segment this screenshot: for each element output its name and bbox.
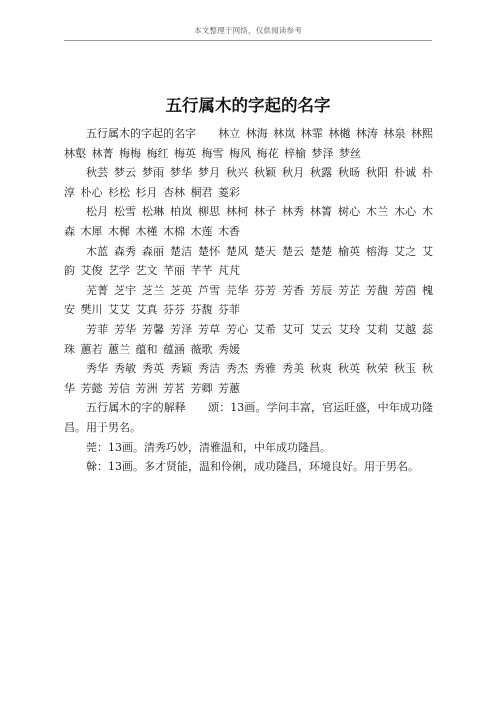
name-list-paragraph: 松月 松雪 松琳 柏岚 柳思 林柯 林子 林秀 林箐 树心 木兰 木心 木森 木犀 木樨 木槿 木棉 木莲 木香 (64, 205, 433, 238)
name-list-paragraph: 秋芸 梦云 梦雨 梦华 梦月 秋兴 秋颖 秋月 秋露 秋旸 秋阳 朴诚 朴淳 朴心 杉松 杉月 杏林 桐君 菱彩 (64, 166, 433, 199)
name-list-paragraph: 芜菁 芝宇 芝兰 芝英 芦雪 芫华 芬芳 芳香 芳辰 芳芷 芳馥 芳茵 槐安 樊川 艾艾 艾真 芬芬 芬馥 芬菲 (64, 283, 433, 317)
explanation-paragraph: 莞：13画。清秀巧妙，清雅温和，中年成功隆昌。 (86, 440, 331, 454)
name-list-paragraph: 秀华 秀敏 秀英 秀颖 秀洁 秀杰 秀雅 秀美 秋爽 秋英 秋荣 秋玉 秋华 芳懿 芳信 芳洲 芳茗 芳卿 芳蕙 (64, 362, 433, 395)
document-body (64, 124, 433, 477)
header-divider (64, 40, 432, 41)
explanation-paragraph: 五行属木的字的解释 颂：13画。学问丰富，官运旺盛，中年成功隆昌。用于男名。 (64, 401, 433, 434)
name-list-paragraph: 五行属木的字起的名字 林立 林海 林岚 林霏 林樾 林涛 林泉 林熙 林壑 林菁 梅梅 梅红 梅英 梅雪 梅风 梅花 梓榆 梦泽 梦丝 (64, 127, 433, 160)
name-list-paragraph: 木蓝 森秀 森丽 楚洁 楚怀 楚风 楚天 楚云 楚楚 榆英 榕海 艾之 艾韵 艾俊 艺学 艺文 芊丽 芊芊 芃芃 (64, 244, 433, 278)
explanation-paragraph: 榦：13画。多才贤能，温和伶俐，成功隆昌，环境良好。用于男名。 (86, 460, 419, 474)
document-title: 五行属木的字起的名字 (165, 96, 331, 116)
page-header-note: 本文整理于网络，仅供阅读参考 (194, 26, 302, 35)
name-list-paragraph: 芳菲 芳华 芳馨 芳泽 芳草 芳心 艾希 艾可 艾云 艾玲 艾莉 艾越 蕊珠 蕙若 蕙兰 蕴和 蕴涵 薇歌 秀媛 (64, 322, 433, 356)
